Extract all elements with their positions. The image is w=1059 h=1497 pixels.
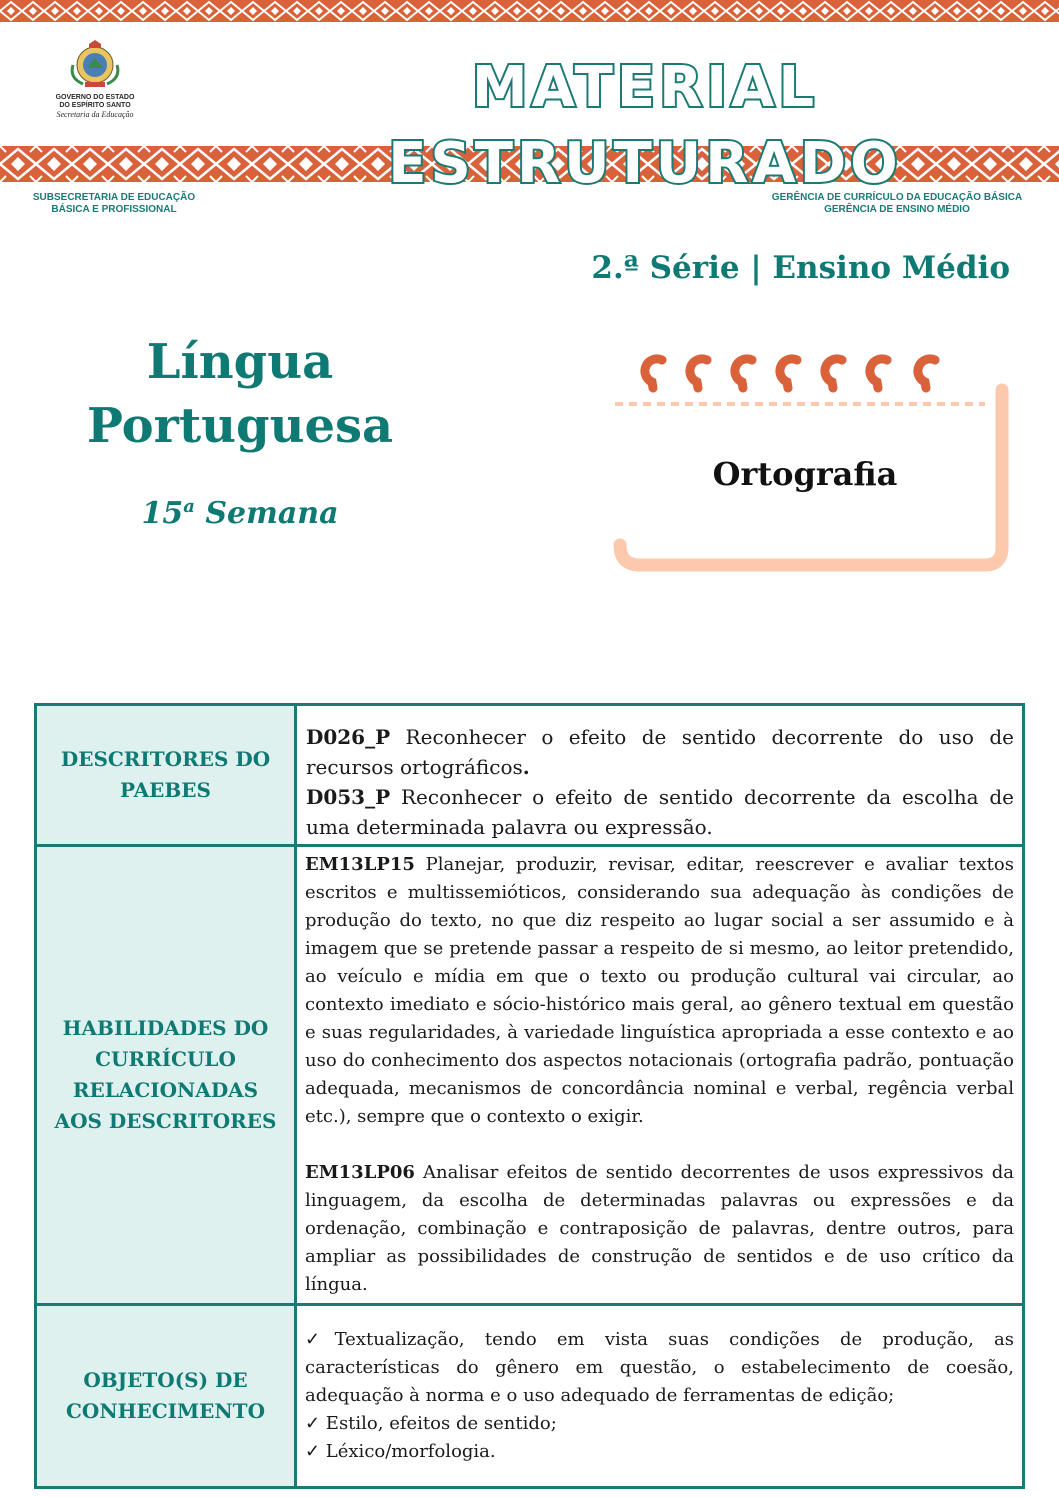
objetos-label-line-2: CONHECIMENTO: [65, 1399, 265, 1423]
banner-title: MATERIAL ESTRUTURADO: [388, 55, 902, 196]
descritores-content: [296, 705, 1024, 846]
week-word: Semana: [205, 496, 339, 531]
skill-text: Analisar efeitos de sentido decorrentes de usos expressivos da linguagem, da escolha de determinadas palavras ou expressões e da ordenação, combinação e contraposição de palavras, dentre outros, para ampliar as possibilidades de construção de sentidos e de uso crítico da língua.: [305, 1162, 1014, 1295]
habilidades-label-line-4: AOS DESCRITORES: [54, 1109, 277, 1133]
curriculum-table: [34, 703, 1025, 1489]
descriptor-tail: .: [522, 755, 530, 779]
coat-of-arms-icon: [65, 38, 125, 94]
spiral-ring-icon: [918, 359, 935, 388]
skill-code: EM13LP15: [305, 854, 415, 875]
habilidades-content: [296, 846, 1024, 1305]
objetos-content: [296, 1305, 1024, 1488]
week-number: 15: [141, 496, 184, 531]
descriptor-code: D053_P: [306, 785, 391, 809]
subject-title: [60, 330, 420, 458]
subsecretaria-line-1: SUBSECRETARIA DE EDUCAÇÃO: [32, 192, 196, 203]
habilidades-label: [36, 846, 296, 1305]
descriptor-code: D026_P: [306, 725, 391, 749]
spiral-ring-icon: [825, 359, 842, 388]
objetos-label-line-1: OBJETO(S) DE: [83, 1368, 248, 1392]
spiral-ring-icon: [780, 359, 797, 388]
skill-code: EM13LP06: [305, 1162, 415, 1183]
descritores-label-line-2: PAEBES: [120, 778, 211, 802]
descritores-label-line-1: DESCRITORES DO: [60, 747, 271, 771]
subject-title-line-1: Língua: [146, 334, 334, 390]
descritores-label: [36, 705, 296, 846]
knowledge-item: ✓ Estilo, efeitos de sentido;: [305, 1413, 557, 1434]
descriptor-text: Reconhecer o efeito de sentido decorrente do uso de recursos ortográficos: [306, 725, 1014, 779]
topic-title: Ortografia: [712, 455, 898, 493]
gerencia-line-2: GERÊNCIA DE ENSINO MÉDIO: [824, 204, 970, 215]
descriptor-item: [306, 782, 1014, 842]
logo-text-line-2: DO ESPÍRITO SANTO: [59, 102, 131, 109]
knowledge-item: ✓ Léxico/morfologia.: [305, 1441, 496, 1462]
logo-text-line-1: GOVERNO DO ESTADO: [55, 94, 135, 101]
spiral-ring-icon: [870, 359, 887, 388]
week-ordinal: a: [183, 496, 195, 517]
gerencia-line-1: GERÊNCIA DE CURRÍCULO DA EDUCAÇÃO BÁSICA: [771, 192, 1023, 203]
habilidades-label-line-2: CURRÍCULO: [95, 1047, 236, 1071]
spiral-ring-icon: [735, 359, 752, 388]
table-row-descritores: [36, 705, 1024, 846]
spiral-ring-icon: [690, 359, 707, 388]
skill-item: [305, 1159, 1014, 1299]
decorative-pattern-band-top: [0, 0, 1059, 22]
skill-item: [305, 851, 1014, 1131]
state-government-logo: [40, 38, 150, 119]
grade-level: 2.ª Série | Ensino Médio: [591, 250, 1010, 286]
logo-subtitle: Secretaria da Educação: [56, 110, 134, 119]
table-row-habilidades: [36, 846, 1024, 1305]
subject-title-line-2: Portuguesa: [86, 398, 394, 454]
habilidades-label-line-3: RELACIONADAS: [72, 1078, 259, 1102]
spiral-ring-icon: [645, 359, 662, 388]
subsecretaria-label: [14, 192, 214, 216]
skill-text: Planejar, produzir, revisar, editar, reescrever e avaliar textos escritos e multissemióticos, considerando sua adequação às condições de produção do texto, no que diz respeito ao lugar social a ser assumido e à imagem que se pretende passar a respeito de si mesmo, ao leitor pretendido, ao veículo e mídia em que o texto ou produção cultural vai circular, ao contexto imediato e sócio-histórico mais geral, ao gênero textual em questão e suas regularidades, à variedade linguística apropriada a esse contexto e ao uso do conhecimento dos aspectos notacionais (ortografia padrão, pontuação adequada, mecanismos de concordância nominal e verbal, regência verbal etc.), sempre que o contexto o exigir.: [305, 854, 1014, 1127]
subsecretaria-line-2: BÁSICA E PROFISSIONAL: [51, 204, 177, 215]
knowledge-item: ✓Textualização, tendo em vista suas condições de produção, as características do gênero em questão, o estabelecimento de coesão, adequação à norma e o uso adequado de ferramentas de edição;: [305, 1329, 1014, 1406]
descriptor-text: Reconhecer o efeito de sentido decorrente da escolha de uma determinada palavra ou expressão.: [306, 785, 1014, 839]
descriptor-item: [306, 722, 1014, 782]
habilidades-label-line-1: HABILIDADES DO: [62, 1016, 269, 1040]
objetos-label: [36, 1305, 296, 1488]
table-row-objetos: [36, 1305, 1024, 1488]
week-label: [60, 496, 420, 531]
gerencia-label: [747, 192, 1047, 216]
